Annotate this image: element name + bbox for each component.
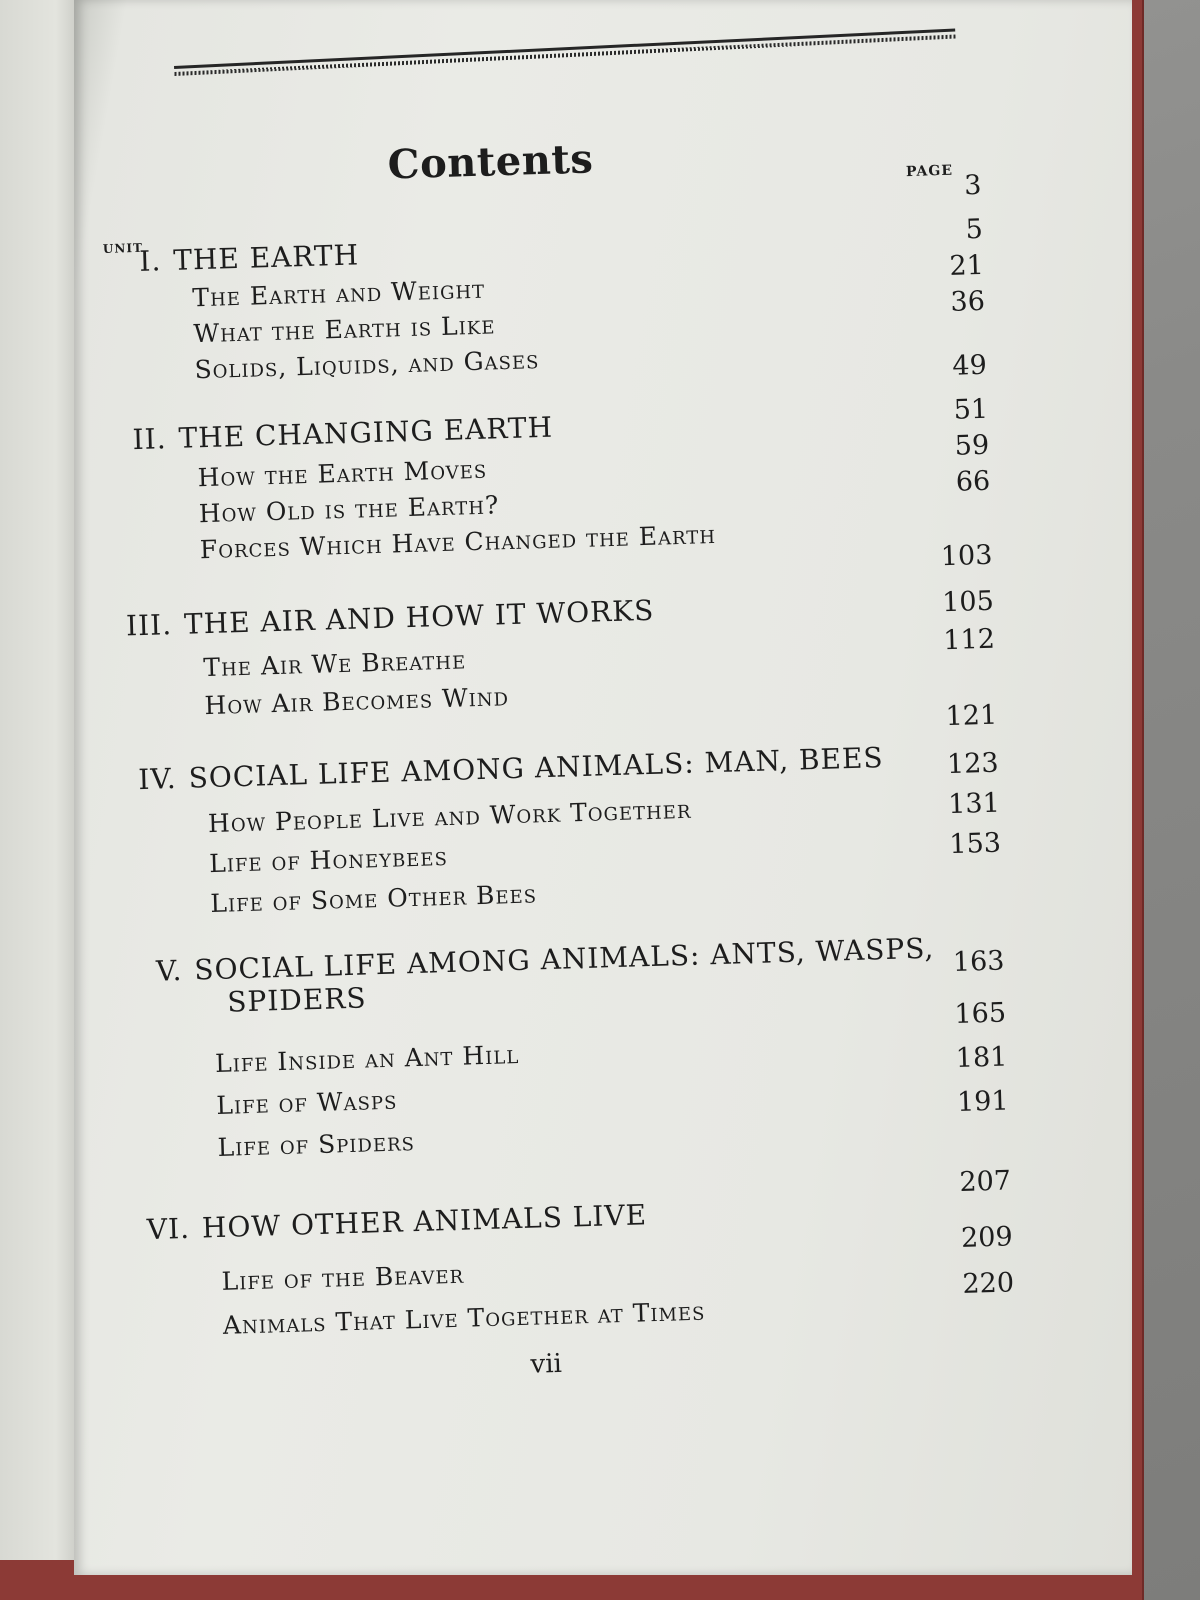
chapter-title: How Old is the Earth? bbox=[198, 490, 500, 529]
chapter-title: Life of Honeybees bbox=[208, 842, 449, 879]
unit-title bbox=[114, 594, 655, 643]
page-number: 36 bbox=[950, 285, 986, 318]
page-number: 209 bbox=[960, 1221, 1014, 1254]
page-number: 121 bbox=[945, 699, 998, 733]
chapter-title: What the Earth is Like bbox=[193, 310, 496, 349]
page-number: 59 bbox=[954, 429, 990, 462]
page-number: 131 bbox=[947, 787, 1001, 821]
chapter-title: Life of the Beaver bbox=[221, 1259, 465, 1296]
page-number: 66 bbox=[955, 465, 991, 498]
unit-title-continued: SPIDERS bbox=[226, 981, 367, 1019]
page-number: 3 bbox=[963, 169, 982, 202]
page-title: Contents bbox=[387, 135, 594, 189]
unit-title bbox=[108, 411, 553, 457]
chapter-title: Life of Wasps bbox=[215, 1085, 398, 1120]
chapter-title: Animals That Live Together at Times bbox=[222, 1296, 706, 1340]
page-number: 103 bbox=[940, 539, 993, 573]
chapter-title: Life Inside an Ant Hill bbox=[214, 1039, 520, 1078]
unit-numeral: III. bbox=[125, 608, 173, 643]
unit-title-text: THE AIR AND HOW IT WORKS bbox=[183, 593, 655, 641]
table-of-contents bbox=[100, 123, 1056, 1390]
chapter-title: How Air Becomes Wind bbox=[204, 682, 510, 721]
chapter-title: Life of Spiders bbox=[217, 1127, 416, 1162]
chapter-title: How the Earth Moves bbox=[197, 454, 488, 493]
unit-title-text: HOW OTHER ANIMALS LIVE bbox=[201, 1198, 648, 1245]
unit-title bbox=[103, 238, 360, 279]
unit-numeral: V. bbox=[155, 953, 183, 988]
page-number: 163 bbox=[952, 945, 1005, 979]
unit-title-text: SOCIAL LIFE AMONG ANIMALS: MAN, BEES bbox=[188, 741, 885, 795]
page-number: 191 bbox=[956, 1085, 1010, 1118]
page-column-label: PAGE bbox=[905, 162, 954, 181]
page-number: 165 bbox=[954, 997, 1007, 1031]
facing-page-edge bbox=[0, 0, 80, 1560]
page-folio: vii bbox=[530, 1348, 563, 1380]
chapter-title: How People Live and Work Together bbox=[207, 794, 692, 839]
page-number: 5 bbox=[965, 213, 984, 246]
page-number: 123 bbox=[946, 747, 1000, 781]
unit-title-text: THE EARTH bbox=[172, 238, 360, 277]
page-number: 181 bbox=[955, 1041, 1008, 1075]
chapter-title: The Air We Breathe bbox=[202, 645, 467, 683]
chapter-title: The Earth and Weight bbox=[191, 274, 486, 313]
unit-column-label: UNIT bbox=[102, 240, 144, 256]
unit-title bbox=[124, 932, 936, 1022]
page-number: 207 bbox=[959, 1165, 1012, 1198]
page-number: 51 bbox=[953, 393, 989, 426]
unit-numeral: VI. bbox=[146, 1211, 191, 1247]
chapter-title: Life of Some Other Bees bbox=[209, 879, 538, 919]
unit-title bbox=[132, 1198, 648, 1246]
unit-title bbox=[118, 741, 884, 797]
page-number: 112 bbox=[942, 623, 996, 657]
unit-title-text: SOCIAL LIFE AMONG ANIMALS: ANTS, WASPS, bbox=[193, 931, 935, 987]
page-number: 21 bbox=[949, 249, 985, 282]
unit-numeral: II. bbox=[132, 422, 168, 457]
page-number: 49 bbox=[951, 349, 988, 382]
page-number: 220 bbox=[962, 1267, 1015, 1300]
chapter-title: Forces Which Have Changed the Earth bbox=[199, 519, 717, 565]
unit-numeral: I. bbox=[138, 244, 162, 278]
decorative-rule bbox=[174, 28, 956, 80]
page-number: 153 bbox=[948, 827, 1002, 861]
unit-numeral: IV. bbox=[137, 762, 178, 797]
page-number: 105 bbox=[941, 585, 995, 619]
chapter-title: Solids, Liquids, and Gases bbox=[194, 345, 540, 385]
unit-title-text: THE CHANGING EARTH bbox=[178, 410, 554, 455]
